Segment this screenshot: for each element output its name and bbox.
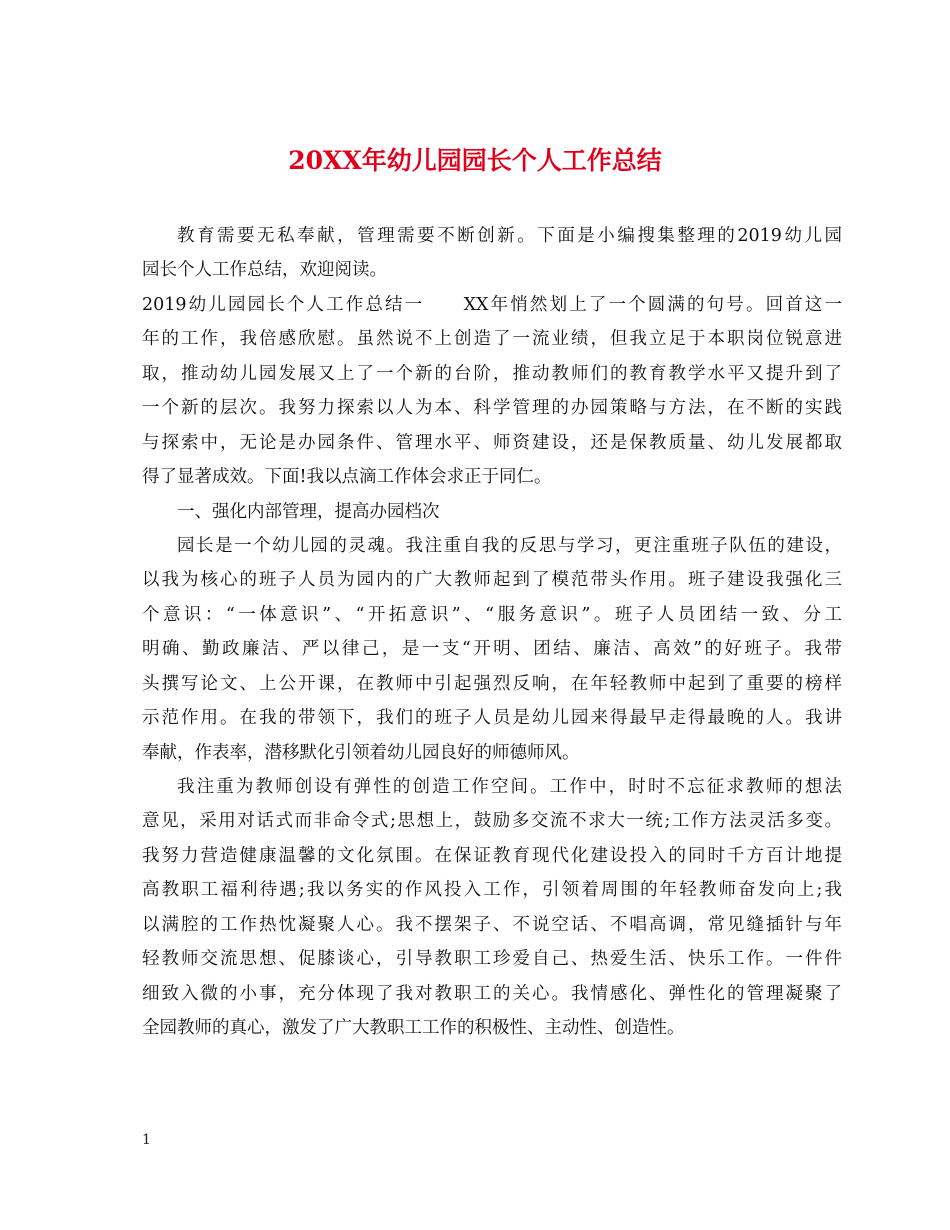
- text-line: 高教职工福利待遇;我以务实的作风投入工作，引领着周围的年轻教师奋发向上;我: [142, 880, 842, 901]
- text-line: 得了显著成效。下面!我以点滴工作体会求正于同仁。: [142, 467, 552, 488]
- document-body: [142, 219, 842, 1046]
- text-line: 教育需要无私奉献，管理需要不断创新。下面是小编搜集整理的2019幼儿园: [177, 226, 842, 246]
- text-line: 园长个人工作总结，欢迎阅读。: [142, 260, 387, 281]
- text-line: 轻教师交流思想、促膝谈心，引导教职工珍爱自己、热爱生活、快乐工作。一件件: [142, 949, 842, 970]
- text-line: 年的工作，我倍感欣慰。虽然说不上创造了一流业绩，但我立足于本职岗位锐意进: [142, 329, 842, 350]
- text-line: 全园教师的真心，激发了广大教职工工作的积极性、主动性、创造性。: [142, 1018, 685, 1039]
- text-line: 明确、勤政廉洁、严以律己，是一支“开明、团结、廉洁、高效”的好班子。我带: [142, 639, 842, 660]
- text-line: 与探索中，无论是办园条件、管理水平、师资建设，还是保教质量、幼儿发展都取: [142, 432, 842, 453]
- text-line: 以我为核心的班子人员为园内的广大教师起到了模范带头作用。班子建设我强化三: [142, 570, 842, 591]
- text-line: 园长是一个幼儿园的灵魂。我注重自我的反思与学习，更注重班子队伍的建设，: [177, 535, 842, 556]
- text-line: 意见，采用对话式而非命令式;思想上，鼓励多交流不求大一统;工作方法灵活多变。: [142, 811, 842, 832]
- text-line: 我努力营造健康温馨的文化氛围。在保证教育现代化建设投入的同时千方百计地提: [142, 845, 842, 866]
- text-line: 示范作用。在我的带领下，我们的班子人员是幼儿园来得最早走得最晚的人。我讲: [142, 708, 842, 729]
- text-line: 一个新的层次。我努力探索以人为本、科学管理的办园策略与方法，在不断的实践: [142, 398, 842, 419]
- text-line: 我注重为教师创设有弹性的创造工作空间。工作中，时时不忘征求教师的想法: [177, 777, 842, 797]
- section-heading: 一、强化内部管理，提高办园档次: [177, 501, 440, 522]
- text-line: 取，推动幼儿园发展又上了一个新的台阶，推动教师们的教育教学水平又提升到了: [142, 363, 842, 384]
- text-line: 细致入微的小事，充分体现了我对教职工的关心。我情感化、弹性化的管理凝聚了: [142, 983, 842, 1004]
- text-line: 奉献，作表率，潜移默化引领着幼儿园良好的师德师风。: [142, 742, 580, 763]
- text-line: 个意识：“一体意识”、“开拓意识”、“服务意识”。班子人员团结一致、分工: [142, 604, 842, 625]
- document-title: 20XX年幼儿园园长个人工作总结: [288, 146, 662, 175]
- text-line: 头撰写论文、上公开课，在教师中引起强烈反响，在年轻教师中起到了重要的榜样: [142, 673, 842, 694]
- text-line: 2019幼儿园园长个人工作总结一 XX年悄然划上了一个圆满的句号。回首这一: [142, 294, 842, 315]
- text-line: 以满腔的工作热忱凝聚人心。我不摆架子、不说空话、不唱高调，常见缝插针与年: [142, 914, 842, 935]
- page-number: 1: [142, 1132, 151, 1148]
